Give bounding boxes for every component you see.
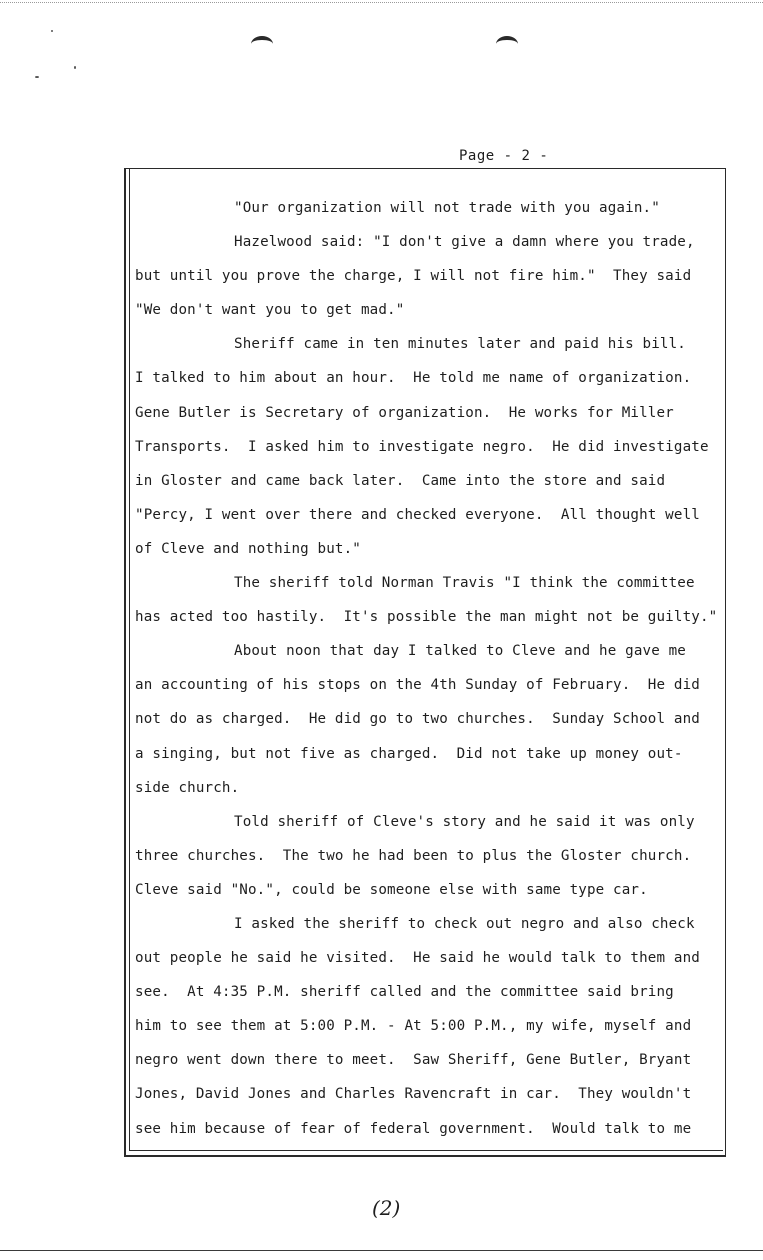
scan-speck — [51, 30, 53, 32]
text-line: The sheriff told Norman Travis "I think the committee — [234, 575, 695, 592]
typed-body-text — [135, 196, 725, 1151]
text-line: see. At 4:35 P.M. sheriff called and the committee said bring — [135, 984, 674, 1001]
text-line: "We don't want you to get mad." — [135, 302, 405, 319]
text-line: Hazelwood said: "I don't give a damn where you trade, — [234, 234, 695, 251]
text-line: out people he said he visited. He said he would talk to them and — [135, 950, 700, 967]
text-line: "Percy, I went over there and checked everyone. All thought well — [135, 506, 700, 523]
text-line: of Cleve and nothing but." — [135, 540, 361, 557]
text-line: Cleve said "No.", could be someone else with same type car. — [135, 881, 648, 898]
text-line: Gene Butler is Secretary of organization. He works for Miller — [135, 404, 674, 421]
scan-speck — [74, 66, 76, 69]
handwritten-page-number: (2) — [372, 1196, 401, 1220]
text-line: "Our organization will not trade with you again." — [234, 200, 660, 216]
scan-speck — [35, 76, 39, 78]
text-line: him to see them at 5:00 P.M. - At 5:00 P.M., my wife, myself and — [135, 1018, 692, 1035]
text-line: Told sheriff of Cleve's story and he said it was only — [234, 813, 695, 830]
punch-mark-left — [251, 36, 273, 52]
text-line: has acted too hastily. It's possible the man might not be guilty." — [135, 609, 718, 626]
text-line: Jones, David Jones and Charles Ravencraft in car. They wouldn't — [135, 1086, 692, 1103]
text-line: Transports. I asked him to investigate negro. He did investigate — [135, 438, 709, 455]
text-line: negro went down there to meet. Saw Sheriff, Gene Butler, Bryant — [135, 1052, 692, 1069]
punch-mark-right — [496, 36, 518, 52]
page-number-header: Page - 2 - — [459, 148, 549, 164]
text-line: I asked the sheriff to check out negro and also check — [234, 915, 695, 932]
text-line: a singing, but not five as charged. Did not take up money out- — [135, 745, 683, 762]
bottom-edge-rule — [0, 1250, 763, 1251]
top-dotted-edge — [0, 2, 763, 3]
text-line: three churches. The two he had been to plus the Gloster church. — [135, 847, 692, 864]
text-line: in Gloster and came back later. Came into the store and said — [135, 472, 666, 489]
text-line: not do as charged. He did go to two churches. Sunday School and — [135, 711, 700, 728]
text-line: but until you prove the charge, I will not fire him." They said — [135, 268, 692, 285]
text-line: side church. — [135, 779, 240, 796]
text-line: I talked to him about an hour. He told me name of organization. — [135, 370, 692, 387]
frame-inner-left-rule — [129, 168, 130, 1151]
text-line: see him because of fear of federal government. Would talk to me — [135, 1120, 692, 1137]
text-line: Sheriff came in ten minutes later and paid his bill. — [234, 336, 686, 353]
text-line: an accounting of his stops on the 4th Sunday of February. He did — [135, 677, 700, 694]
text-line: About noon that day I talked to Cleve and he gave me — [234, 643, 686, 660]
